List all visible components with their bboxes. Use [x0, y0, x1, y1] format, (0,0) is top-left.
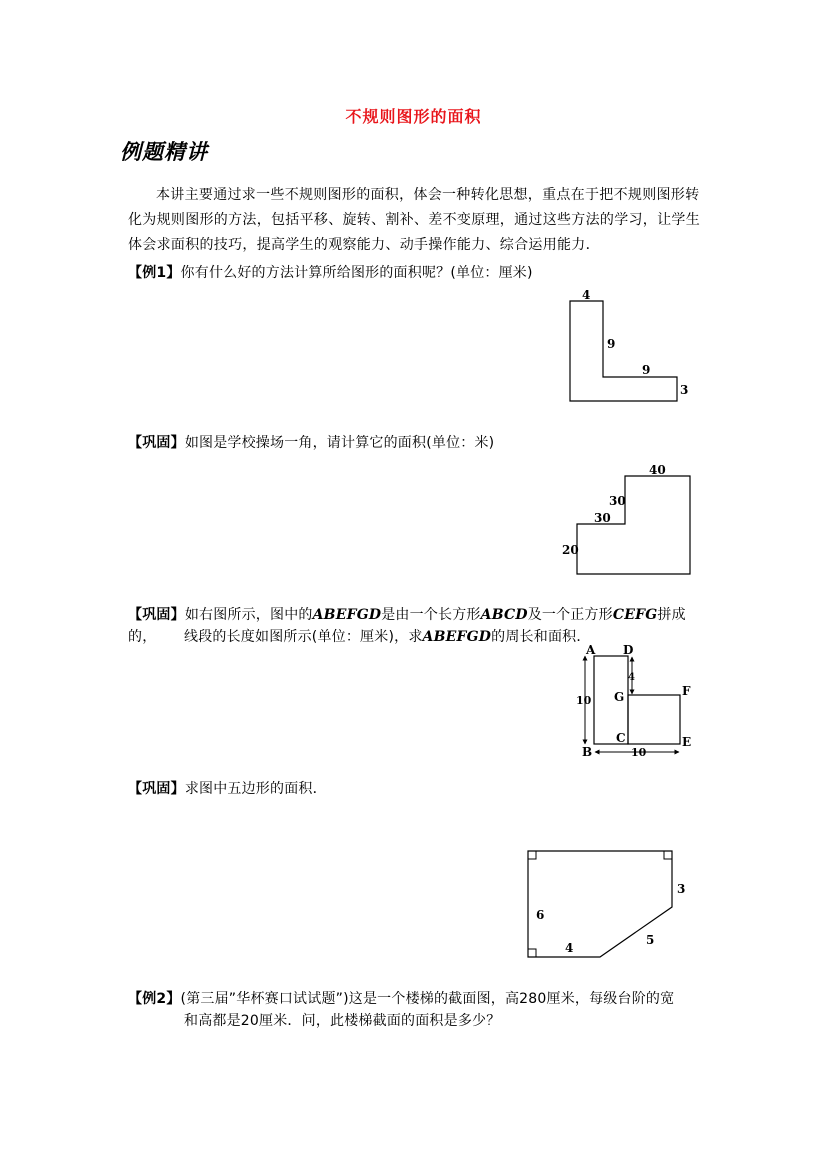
question-4: [128, 778, 327, 800]
vertex-c: C: [616, 731, 626, 745]
label-left-v: 20: [562, 543, 579, 557]
label-mid-h: 9: [642, 363, 651, 377]
vertex-e: E: [682, 735, 692, 749]
label-left: 6: [536, 908, 545, 922]
label-len-4: 4: [628, 672, 635, 683]
question-tag: 【巩固】: [128, 607, 185, 623]
vertex-f: F: [682, 684, 691, 698]
question-1: [128, 262, 533, 284]
question-text: 如图是学校操场一角，请计算它的面积(单位：米): [184, 435, 495, 451]
label-right: 3: [677, 882, 686, 896]
intro-paragraph: 本讲主要通过求一些不规则图形的面积，体会一种转化思想，重点在于把不规则图形转化为规则图形的方法，包括平移、旋转、割补、差不变原理，通过这些方法的学习，让学生体会求面积的技巧，提高学生的观察能力、动手操作能力、综合运用能力．: [128, 187, 700, 253]
label-right: 3: [680, 383, 689, 397]
question-3-line-2: [184, 626, 591, 648]
vertex-b: B: [582, 745, 593, 759]
vertex-d: D: [623, 644, 634, 657]
figure-pentagon: [520, 844, 700, 964]
label-top: 4: [582, 288, 591, 302]
question-text: (第三届”华杯赛口试试题”)这是一个楼梯的截面图，高280厘米，每级台阶的宽: [180, 991, 675, 1007]
label-top: 40: [649, 463, 666, 477]
label-len-10-v: 10: [576, 694, 592, 707]
vertex-a: A: [586, 644, 596, 657]
question-text: 求图中五边形的面积．: [184, 781, 327, 797]
question-text: 如右图所示，图中的: [184, 607, 313, 623]
page-title: 不规则图形的面积: [345, 107, 482, 126]
question-5: [128, 988, 708, 1010]
question-tag: 【巩固】: [128, 781, 185, 797]
vertex-g: G: [614, 690, 625, 704]
label-step-h: 30: [594, 511, 611, 525]
question-text: 的周长和面积．: [491, 629, 591, 645]
question-5-line-2: [184, 1010, 500, 1032]
figure-playground: [555, 460, 700, 580]
question-text: 拼成的，: [128, 607, 686, 645]
figure-l-shape: [560, 288, 700, 408]
question-2: [128, 432, 494, 454]
label-slant: 5: [646, 933, 655, 947]
shape-name: ABEFGD: [422, 629, 492, 645]
rect-name: ABCD: [480, 607, 528, 623]
question-text: 是由一个长方形: [381, 607, 481, 623]
question-tag: 【例1】: [128, 265, 181, 281]
question-text: 线段的长度如图所示(单位：厘米)，求: [184, 629, 423, 645]
figure-abefgd: [570, 644, 700, 760]
question-text: 和高都是20厘米．问，此楼梯截面的面积是多少？: [184, 1013, 501, 1029]
square-name: CEFG: [612, 607, 658, 623]
section-banner: 例题精讲: [120, 139, 208, 164]
label-mid-v: 9: [607, 337, 616, 351]
label-upper-v: 30: [609, 494, 626, 508]
question-text: 及一个正方形: [527, 607, 613, 623]
shape-name: ABEFGD: [312, 607, 382, 623]
question-tag: 【巩固】: [128, 435, 185, 451]
label-bottom: 4: [565, 941, 574, 955]
question-tag: 【例2】: [128, 991, 181, 1007]
question-text: 你有什么好的方法计算所给图形的面积呢？(单位：厘米): [180, 265, 533, 281]
label-len-10-h: 10: [631, 746, 647, 759]
